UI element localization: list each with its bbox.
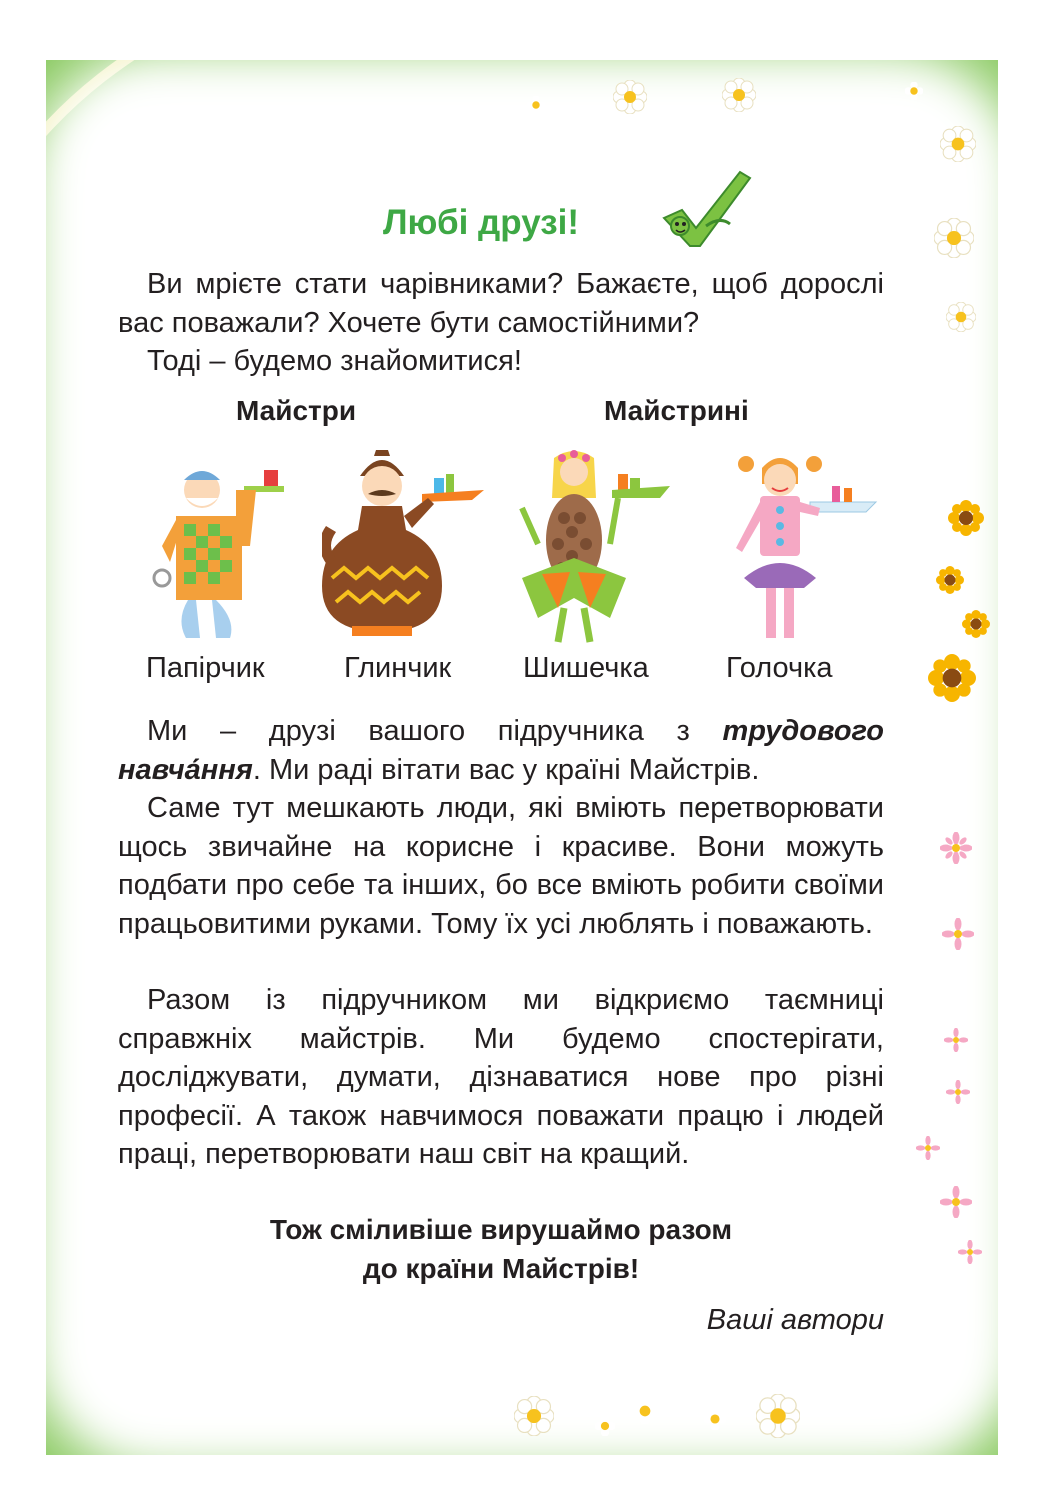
pink-flower-icon — [946, 1080, 970, 1104]
pink-flower-icon — [916, 1136, 940, 1160]
sunflower-icon — [962, 610, 990, 638]
heading-masters: Майстри — [236, 395, 357, 426]
paragraph-2 — [118, 789, 884, 943]
paragraph-2-text: Саме тут мешкають люди, які вміють перетворювати щось звичайне на корисне і красиве. Вони можуть подбати про себе та інших, бо все вміють робити своїми працьовитими руками. Тому їх усі люблять і поважають. — [118, 792, 884, 940]
closing-line-1: Тож сміливіше вирушаймо разом — [269, 1214, 733, 1245]
signature: Ваші автори — [706, 1304, 884, 1336]
paper-man-icon — [146, 450, 286, 645]
character-name-shyshechka: Шишечка — [523, 652, 649, 684]
character-name-holochka: Голочка — [726, 652, 833, 684]
pink-flower-icon — [942, 918, 974, 950]
paragraph-3 — [118, 981, 884, 1174]
daisy-icon — [595, 1416, 615, 1436]
intro-line-1: Ви мрієте стати чарівниками? Бажаєте, щоб дорослі вас поважали? Хочете бути самостійними? — [118, 268, 884, 339]
pink-flower-icon — [958, 1240, 982, 1264]
sunflower-icon — [928, 654, 976, 702]
daisy-icon — [722, 78, 756, 112]
daisy-icon — [527, 96, 545, 114]
checkmark-mascot-icon — [660, 166, 752, 252]
closing-text — [118, 1210, 884, 1288]
pinecone-girl-icon — [518, 448, 674, 644]
character-name-hlynchyk: Глинчик — [344, 652, 452, 684]
character-name-paperchyk: Папірчик — [146, 652, 265, 684]
daisy-icon — [613, 80, 647, 114]
pink-flower-icon — [940, 832, 972, 864]
paragraph-1-start: Ми – друзі вашого підручника з — [147, 715, 723, 747]
page-title: Любі друзі! — [383, 203, 579, 242]
intro-line-2: Тоді – будемо знайомитися! — [147, 345, 522, 377]
clay-jug-man-icon — [322, 446, 488, 642]
intro-text — [118, 265, 884, 381]
needle-girl-icon — [730, 448, 880, 644]
daisy-icon — [704, 1408, 726, 1430]
daisy-icon — [514, 1396, 554, 1436]
daisy-icon — [905, 82, 923, 100]
sunflower-icon — [936, 566, 964, 594]
paragraph-1 — [118, 712, 884, 789]
closing-line-2: до країни Майстрів! — [362, 1253, 640, 1284]
daisy-icon — [632, 1398, 658, 1424]
daisy-icon — [756, 1394, 800, 1438]
paragraph-3-text: Разом із підручником ми відкриємо таємниці справжніх майстрів. Ми будемо спостерігати, досліджувати, думати, дізнаватися нове про різні професії. А також навчимося поважати працю і людей праці, перетворювати наш світ на кращий. — [118, 984, 884, 1170]
daisy-icon — [940, 126, 976, 162]
daisy-icon — [934, 218, 974, 258]
heading-mistresses: Майстрині — [604, 395, 749, 426]
paragraph-1-end: . Ми раді вітати вас у країні Майстрів. — [252, 753, 760, 786]
pink-flower-icon — [944, 1028, 968, 1052]
daisy-icon — [946, 302, 976, 332]
pink-flower-icon — [940, 1186, 972, 1218]
paragraph-1-subject: трудового навча́ння — [118, 715, 884, 786]
sunflower-icon — [948, 500, 984, 536]
